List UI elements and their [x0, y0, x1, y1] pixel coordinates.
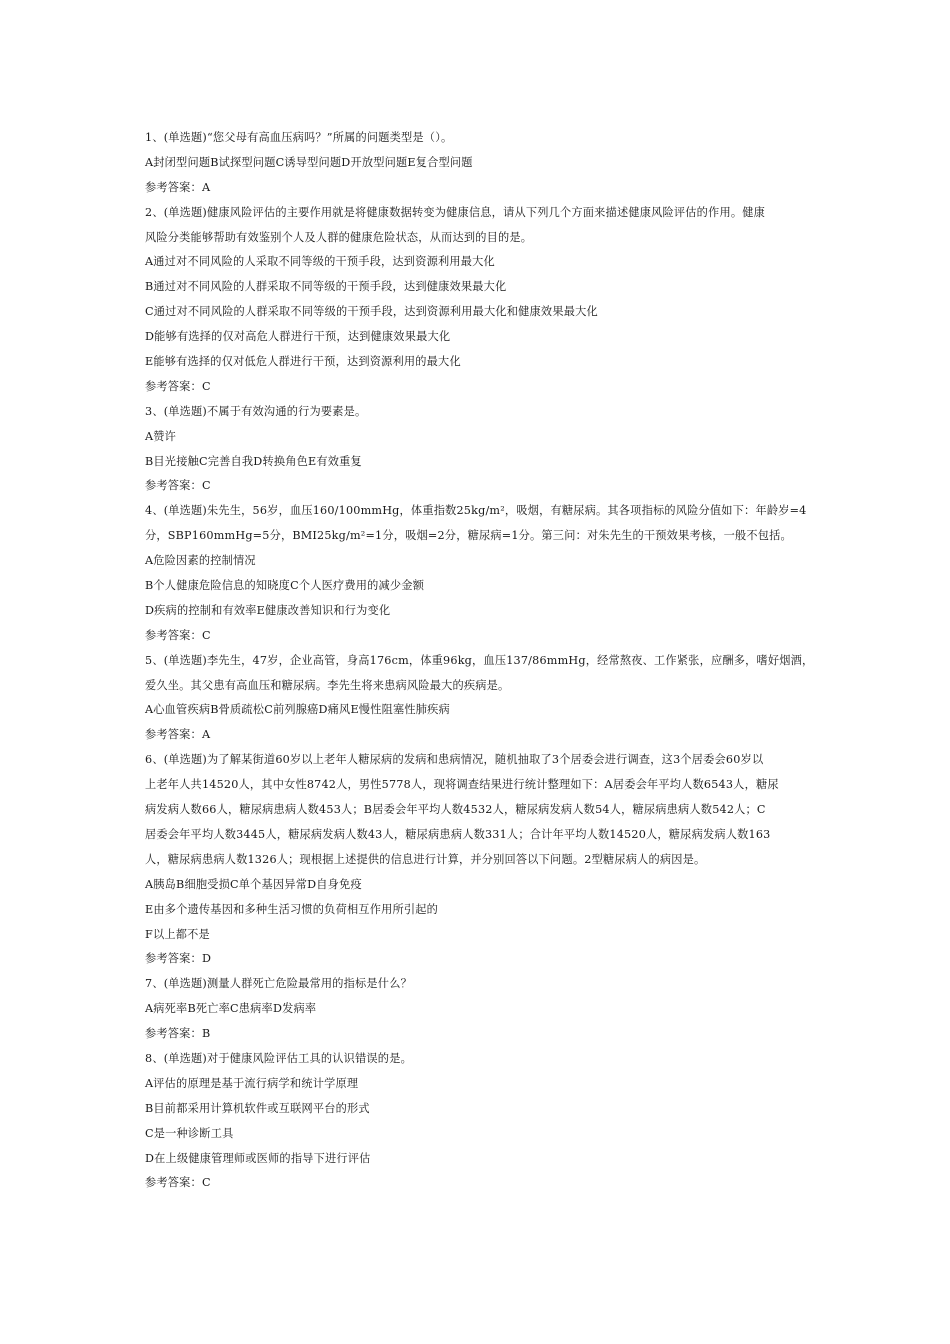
- text-line: E由多个遗传基因和多种生活习惯的负荷相互作用所引起的: [145, 902, 439, 916]
- text-line: 参考答案：B: [145, 1027, 211, 1041]
- text-line: D能够有选择的仅对高危人群进行干预，达到健康效果最大化: [145, 330, 451, 344]
- text-line: 参考答案：C: [145, 628, 211, 642]
- text-line: C是一种诊断工具: [145, 1126, 234, 1140]
- text-line: A危险因素的控制情况: [145, 554, 256, 568]
- text-line: 风险分类能够帮助有效鉴别个人及人群的健康危险状态，从而达到的目的是。: [145, 230, 533, 244]
- text-line: E能够有选择的仅对低危人群进行干预，达到资源利用的最大化: [145, 355, 461, 369]
- text-line: 参考答案：C: [145, 479, 211, 493]
- text-line: A胰岛B细胞受损C单个基因异常D自身免疫: [145, 877, 362, 891]
- text-line: 爱久坐。其父患有高血压和糖尿病。李先生将来患病风险最大的疾病是。: [145, 678, 510, 692]
- text-line: 5、(单选题)李先生，47岁，企业高管，身高176cm，体重96kg，血压137/86mmHg，经常熬夜、工作紧张，应酬多，嗜好烟酒，: [145, 653, 814, 667]
- text-line: 参考答案：A: [145, 180, 211, 194]
- text-line: A赞许: [145, 429, 177, 443]
- text-line: F以上都不是: [145, 927, 210, 941]
- text-line: 3、(单选题)不属于有效沟通的行为要素是。: [145, 404, 367, 418]
- text-line: B目前都采用计算机软件或互联网平台的形式: [145, 1101, 370, 1115]
- text-line: 人，糖尿病患病人数1326人；现根据上述提供的信息进行计算，并分别回答以下问题。2型糖尿病人的病因是。: [145, 852, 706, 866]
- text-line: A病死率B死亡率C患病率D发病率: [145, 1002, 317, 1016]
- text-line: D在上级健康管理师或医师的指导下进行评估: [145, 1151, 371, 1165]
- text-line: B个人健康危险信息的知晓度C个人医疗费用的减少金额: [145, 579, 425, 593]
- text-line: 参考答案：D: [145, 952, 212, 966]
- text-line: C通过对不同风险的人群采取不同等级的干预手段，达到资源利用最大化和健康效果最大化: [145, 305, 598, 319]
- text-line: A封闭型问题B试探型问题C诱导型问题D开放型问题E复合型问题: [145, 155, 473, 169]
- text-line: 1、(单选题)“您父母有高血压病吗？”所属的问题类型是（）。: [145, 131, 453, 144]
- text-line: 8、(单选题)对于健康风险评估工具的认识错误的是。: [145, 1051, 412, 1065]
- text-line: B目光接触C完善自我D转换角色E有效重复: [145, 454, 362, 468]
- text-line: A心血管疾病B骨质疏松C前列腺癌D痛风E慢性阻塞性肺疾病: [145, 703, 450, 717]
- document-page: [145, 126, 815, 1196]
- text-line: A评估的原理是基于流行病学和统计学原理: [145, 1076, 359, 1090]
- text-line: 6、(单选题)为了解某街道60岁以上老年人糖尿病的发病和患病情况，随机抽取了3个居委会进行调查，这3个居委会60岁以: [145, 753, 764, 767]
- text-line: 居委会年平均人数3445人，糖尿病发病人数43人，糖尿病患病人数331人；合计年平均人数14520人，糖尿病发病人数163: [145, 827, 771, 841]
- text-line: 2、(单选题)健康风险评估的主要作用就是将健康数据转变为健康信息，请从下列几个方面来描述健康风险评估的作用。健康: [145, 205, 765, 219]
- text-line: 7、(单选题)测量人群死亡危险最常用的指标是什么？: [145, 977, 412, 991]
- text-line: 病发病人数66人，糖尿病患病人数453人；B居委会年平均人数4532人，糖尿病发病人数54人，糖尿病患病人数542人；C: [145, 803, 766, 817]
- text-line: D疾病的控制和有效率E健康改善知识和行为变化: [145, 603, 391, 617]
- text-line: 参考答案：A: [145, 728, 211, 742]
- text-line: A通过对不同风险的人采取不同等级的干预手段，达到资源利用最大化: [145, 255, 495, 269]
- text-line: 4、(单选题)朱先生，56岁，血压160/100mmHg，体重指数25kg/m²，吸烟，有糖尿病。其各项指标的风险分值如下：年龄岁=4: [145, 504, 807, 518]
- text-line: B通过对不同风险的人群采取不同等级的干预手段，达到健康效果最大化: [145, 280, 507, 294]
- text-line: 上老年人共14520人，其中女性8742人，男性5778人，现将调查结果进行统计整理如下：A居委会年平均人数6543人，糖尿: [145, 778, 779, 792]
- text-line: 分，SBP160mmHg=5分，BMI25kg/m²=1分，吸烟=2分，糖尿病=1分。第三问：对朱先生的干预效果考核，一般不包括。: [145, 529, 792, 543]
- text-line: 参考答案：C: [145, 1176, 211, 1190]
- text-line: 参考答案：C: [145, 379, 211, 393]
